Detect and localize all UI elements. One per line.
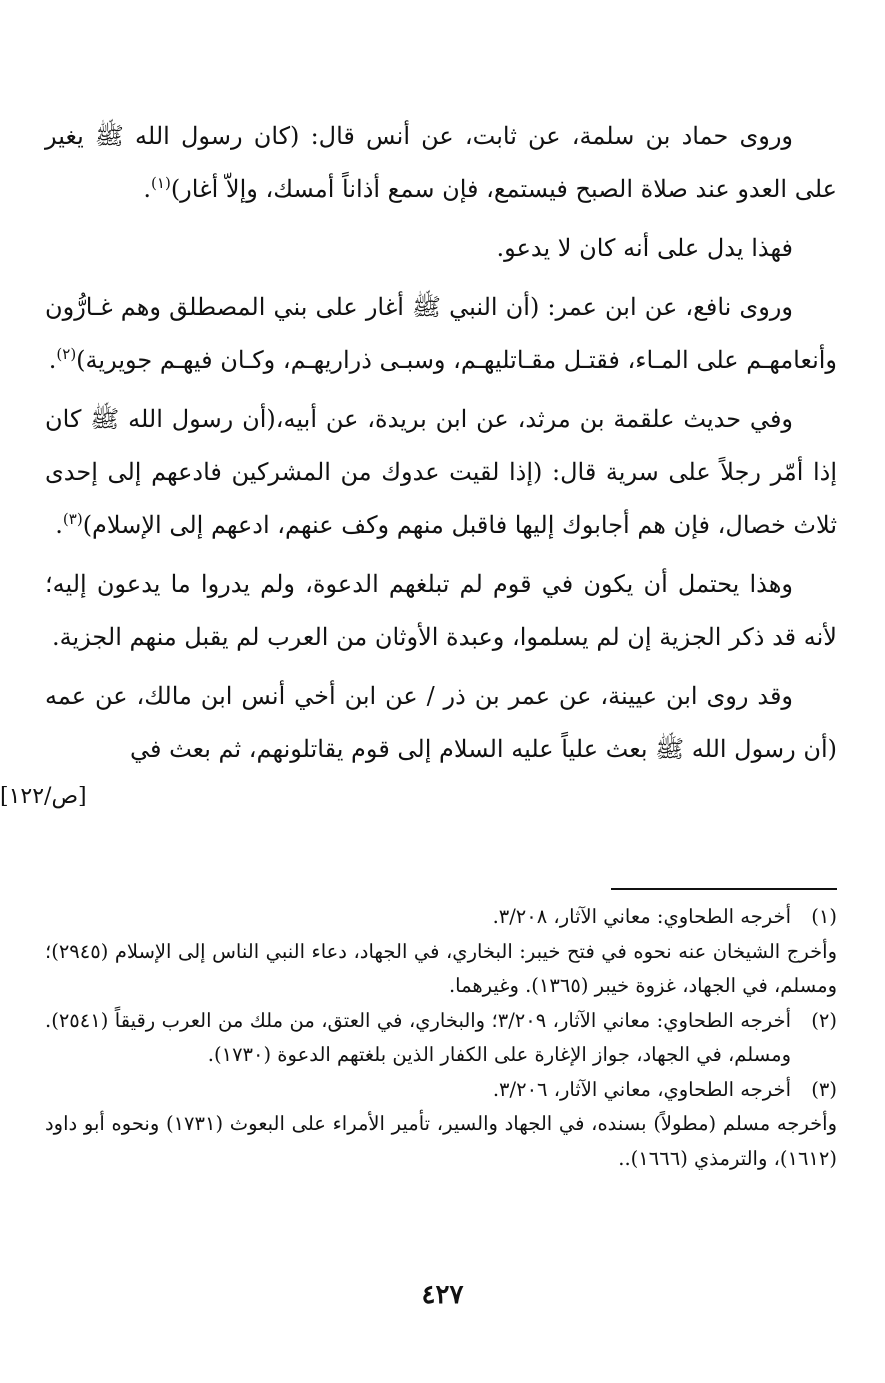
footnote-3-line-1: أخرجه الطحاوي، معاني الآثار، ٣/٢٠٦. — [492, 1077, 791, 1101]
footnote-1-line-2: وأخرج الشيخان عنه نحوه في فتح خيبر: البخاري، في الجهاد، دعاء النبي الناس إلى الإسلام (٢٩٤٥)؛ ومسلم، في الجهاد، غزوة خيبر (١٣٦٥). وغيرهما. — [45, 939, 837, 997]
paragraph-6 — [45, 670, 837, 776]
footnote-2-number: (٢) — [811, 1008, 837, 1032]
paragraph-5-text: وهذا يحتمل أن يكون في قوم لم تبلغهم الدعوة، ولم يدروا ما يدعون إليه؛ لأنه قد ذكر الجزية إن لم يسلموا، وعبدة الأوثان من العرب لم يقبل منهم الجزية. — [45, 570, 837, 651]
footnote-2-line-1: أخرجه الطحاوي: معاني الآثار، ٣/٢٠٩؛ والبخاري، في العتق، من ملك من العرب رقيقاً (٢٥٤١). ومسلم، في الجهاد، جواز الإغارة على الكفار الذين بلغتهم الدعوة (١٧٣٠). — [45, 1008, 792, 1066]
footnote-1-number: (١) — [811, 905, 837, 928]
footnote-separator — [611, 888, 837, 890]
paragraph-6-text: وقد روى ابن عيينة، عن عمر بن ذر / عن ابن أخي أنس ابن مالك، عن عمه (أن رسول الله ﷺ بعث علياً عليه السلام إلى قوم يقاتلونهم، ثم بعث في — [45, 682, 837, 763]
footnote-3-line-2: وأخرجه مسلم (مطولاً) بسنده، في الجهاد والسير، تأمير الأمراء على البعوث (١٧٣١) ونحوه أبو داود (١٦١٢)، والترمذي (١٦٦٦).. — [45, 1112, 838, 1170]
footnote-1 — [45, 900, 837, 935]
margin-page-reference: [ص/١٢٢] — [0, 784, 87, 809]
paragraph-4-text: وفي حديث علقمة بن مرثد، عن ابن بريدة، عن أبيه،(أن رسول الله ﷺ كان إذا أمّر رجلاً على سرية قال: (إذا لقيت عدوك من المشركين فادعهم إلى إحدى ثلاث خصال، فإن هم أجابوك إليها فاقبل منهم وكف عنهم، ادعهم إلى الإسلام) — [45, 405, 837, 539]
footnote-3 — [45, 1073, 837, 1108]
main-text-block — [45, 110, 837, 776]
paragraph-3-tail: . — [48, 346, 57, 374]
footnote-ref-2: (٢) — [56, 345, 77, 363]
page-number: ٤٢٧ — [421, 1280, 464, 1310]
footnote-3-number: (٣) — [811, 1077, 837, 1101]
paragraph-1 — [45, 110, 837, 216]
footnote-1-line-1: أخرجه الطحاوي: معاني الآثار، ٣/٢٠٨. — [492, 905, 791, 928]
paragraph-1-tail: . — [143, 175, 152, 203]
paragraph-2 — [45, 222, 837, 275]
footnote-3-continued — [45, 1107, 837, 1176]
footnote-1-continued — [45, 935, 837, 1004]
paragraph-4 — [45, 393, 837, 552]
footnote-ref-1: (١) — [151, 174, 171, 192]
footnotes-block — [45, 900, 837, 1176]
paragraph-3-text: وروى نافع، عن ابن عمر: (أن النبي ﷺ أغار على بني المصطلق وهم غـارُّون وأنعامهـم على المـاء، فقتـل مقـاتليهـم، وسبـى ذراريهـم، وكـان فيهـم جويرية) — [45, 293, 837, 374]
paragraph-2-text: فهذا يدل على أنه كان لا يدعو. — [496, 234, 793, 262]
footnote-ref-3: (٣) — [62, 510, 83, 528]
paragraph-3 — [45, 281, 837, 387]
paragraph-1-text: وروى حماد بن سلمة، عن ثابت، عن أنس قال: (كان رسول الله ﷺ يغير على العدو عند صلاة الصبح فيستمع، فإن سمع أذاناً أمسك، وإلاّ أغار) — [45, 122, 837, 203]
paragraph-4-tail: . — [55, 511, 63, 539]
paragraph-5 — [45, 558, 837, 664]
footnote-2 — [45, 1004, 837, 1073]
